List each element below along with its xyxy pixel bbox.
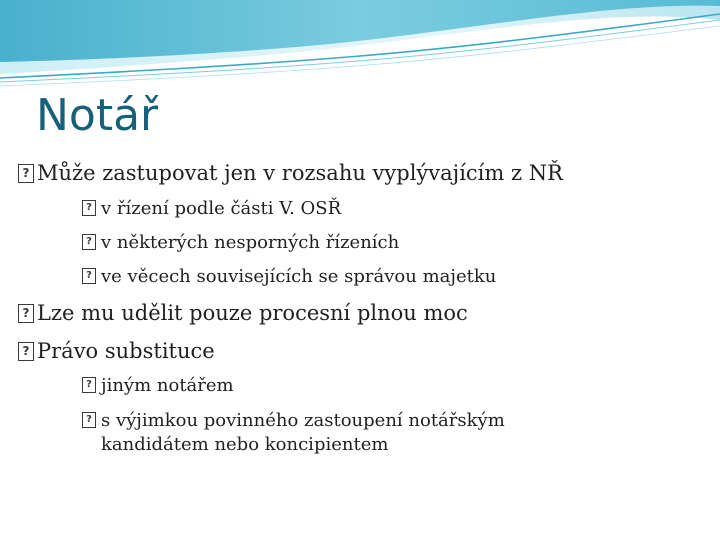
- sub-bullet-text-continuation: kandidátem nebo koncipientem: [101, 434, 389, 455]
- missing-glyph-box-icon: [82, 412, 96, 428]
- missing-glyph-box-icon: [18, 164, 34, 183]
- sub-bullet-text: v některých nesporných řízeních: [101, 232, 400, 253]
- missing-glyph-box-icon: [82, 234, 96, 250]
- missing-glyph-box-icon: [82, 377, 96, 393]
- sub-bullet-text: ve věcech souvisejících se správou majetku: [101, 266, 497, 287]
- missing-glyph-box-icon: [82, 268, 96, 284]
- bullet-item: [18, 299, 468, 327]
- bullet-text: Lze mu udělit pouze procesní plnou moc: [37, 301, 468, 325]
- bullet-item: [18, 337, 215, 365]
- sub-bullet-item: [82, 231, 399, 255]
- sub-bullet-text: s výjimkou povinného zastoupení notářským: [101, 410, 505, 431]
- sub-bullet-item: [82, 374, 234, 398]
- sub-bullet-text: v řízení podle části V. OSŘ: [101, 198, 342, 219]
- slide-title: Notář: [36, 90, 159, 141]
- missing-glyph-box-icon: [18, 342, 34, 361]
- sub-bullet-item: [82, 197, 341, 221]
- bullet-item: [18, 159, 563, 187]
- sub-bullet-item: [82, 265, 496, 289]
- bullet-text: Právo substituce: [37, 339, 215, 363]
- bullet-text: Může zastupovat jen v rozsahu vyplývajícím z NŘ: [37, 161, 563, 185]
- missing-glyph-box-icon: [18, 304, 34, 323]
- missing-glyph-box-icon: [82, 200, 96, 216]
- sub-bullet-text: jiným notářem: [101, 375, 234, 396]
- sub-bullet-item: [82, 409, 505, 457]
